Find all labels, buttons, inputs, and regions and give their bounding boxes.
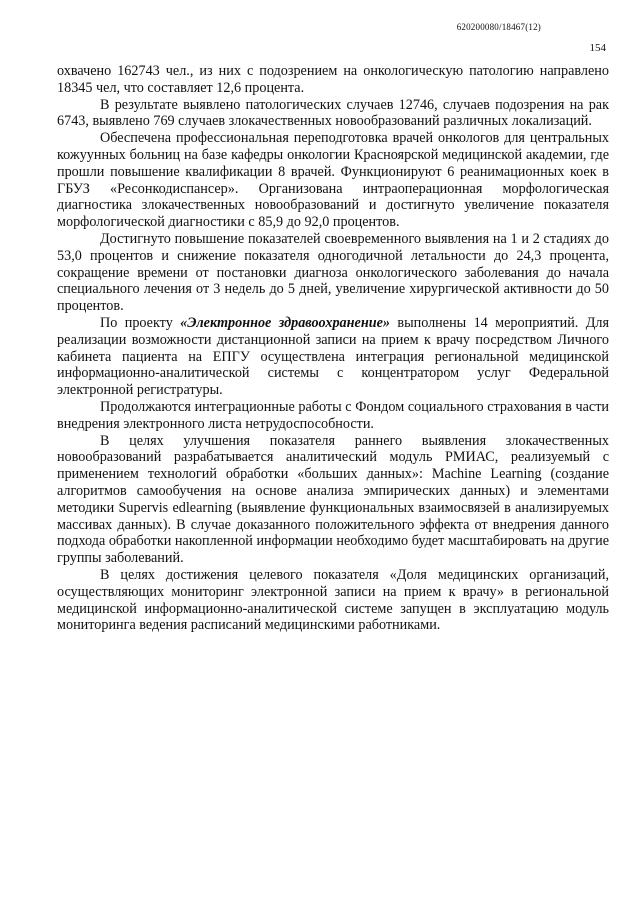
paragraph-ehealth-project bbox=[57, 315, 609, 399]
paragraph-indicators: Достигнуто повышение показателей своевременного выявления на 1 и 2 стадиях до 53,0 процентов и снижение показателя одногодичной летальности до 24,3 процента, сокращение времени от постановки диагноза онкологического заболевания до начала специального лечения от 3 недель до 5 дней, увеличение хирургической активности до 50 процентов. bbox=[57, 230, 609, 315]
page-number: 154 bbox=[589, 42, 606, 54]
project-name: «Электронное здравоохранение» bbox=[180, 314, 390, 331]
paragraph-monitoring-module: В целях достижения целевого показателя «Доля медицинских организаций, осуществляющих мониторинг электронной записи на прием к врачу» в региональной медицинской информационно-аналитической системе запущен в эксплуатацию модуль мониторинга ведения расписаний медицинскими работниками. bbox=[57, 566, 609, 634]
paragraph-results: В результате выявлено патологических случаев 12746, случаев подозрения на рак 6743, выявлено 769 случаев злокачественных новообразований различных локализаций. bbox=[57, 96, 609, 130]
project-prefix: По проекту bbox=[100, 314, 181, 331]
paragraph-social-fund: Продолжаются интеграционные работы с Фондом социального страхования в части внедрения электронного листа нетрудоспособности. bbox=[57, 398, 609, 432]
document-body bbox=[57, 63, 609, 634]
document-id: 620200080/18467(12) bbox=[456, 22, 541, 32]
paragraph-rmias-module: В целях улучшения показателя раннего выявления злокачественных новообразований разрабатывается аналитический модуль РМИАС, реализуемый с применением технологий обработки «больших данных»: Machine Learning (создание алгоритмов самообучения на основе анализа эмпирических данных) и элементами методики Supervis edlearning (выявление функциональных взаимосвязей в анализируемых массивах данных). В случае доказанного положительного эффекта от внедрения данного подхода обработки накопленной информации необходимо будет масштабировать на другие группы заболеваний. bbox=[57, 432, 609, 567]
paragraph-training: Обеспечена профессиональная переподготовка врачей онкологов для центральных кожуунных больниц на базе кафедры онкологии Красноярской медицинской академии, где прошли повышение квалификации 8 врачей. Функционируют 6 реанимационных коек в ГБУЗ «Ресонкодиспансер». Организована интраоперационная морфологическая диагностика злокачественных новообразований и достигнуто увеличение показателя морфологической диагностики с 85,9 до 92,0 процентов. bbox=[57, 130, 609, 231]
project-suffix: выполнены 14 мероприятий. Для реализации возможности дистанционной записи на прием к врачу посредством Личного кабинета пациента на ЕПГУ осуществлена интеграция региональной медицинской информационно-аналитической системы с концентратором услуг Федеральной электронной регистратуры. bbox=[57, 314, 610, 399]
paragraph-continuation: охвачено 162743 чел., из них с подозрением на онкологическую патологию направлено 18345 чел, что составляет 12,6 процента. bbox=[57, 63, 609, 96]
